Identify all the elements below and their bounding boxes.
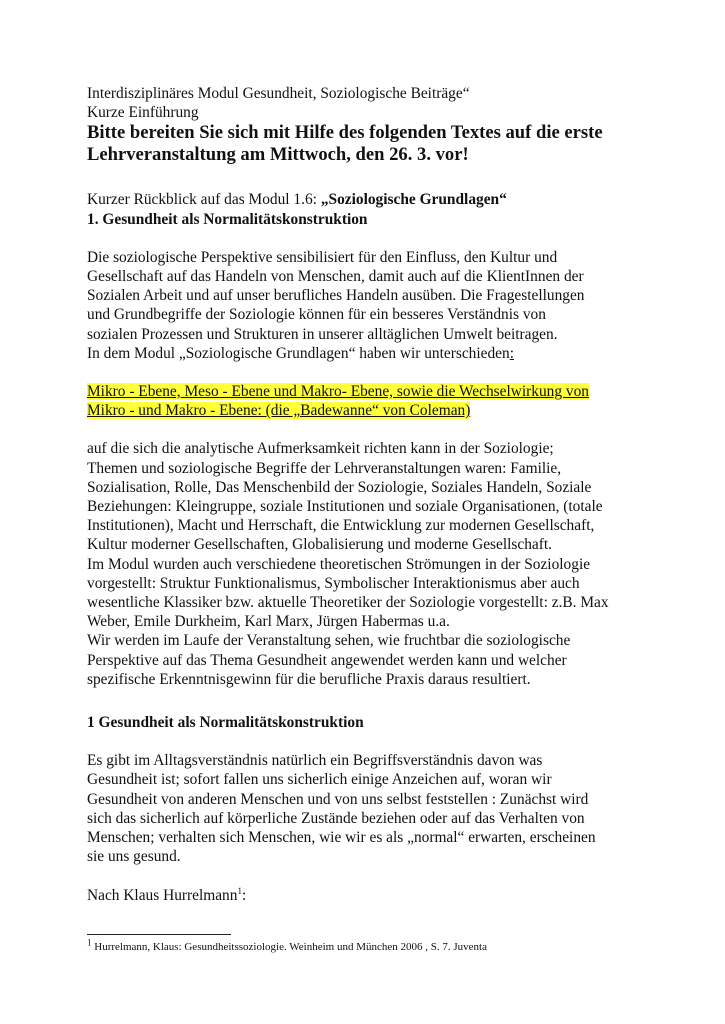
section-heading-1b: 1 Gesundheit als Normalitätskonstruktion [87,714,364,732]
paragraph-topics [87,439,642,689]
paragraph-line [87,344,642,363]
highlight-coleman: Mikro - und Makro - Ebene: (die „Badewanne“ von Coleman) [87,402,471,420]
paragraph-line: wesentliche Klassiker bzw. aktuelle Theoretiker der Soziologie vorgestellt: z.B. Max [87,594,609,612]
title-line-1: Bitte bereiten Sie sich mit Hilfe des folgenden Textes auf die erste [87,122,603,144]
footnote-mark: 1 [87,937,92,948]
module-line: Interdisziplinäres Modul Gesundheit, Soziologische Beiträge“ [87,85,470,102]
highlight-interaction: sowie die Wechselwirkung von [393,383,589,401]
hurrelmann-text: Nach Klaus Hurrelmann [87,886,238,904]
paragraph-line: Gesundheit ist; sofort fallen uns sicherlich einige Anzeichen auf, woran wir [87,771,552,789]
hurrelmann-colon: : [241,886,247,904]
highlight-line-1 [87,382,642,401]
paragraph-line: Institutionen), Macht und Herrschaft, die Entwicklung zur modernen Gesellschaft, [87,517,595,535]
hurrelmann-line [87,886,642,905]
highlighted-block [87,382,642,420]
footnote [87,937,487,954]
paragraph-health [87,751,642,866]
paragraph-line: vorgestellt: Struktur Funktionalismus, Symbolischer Interaktionismus aber auch [87,574,580,592]
footnote-reference[interactable]: 1 [237,885,242,896]
paragraph-line: Gesundheit von anderen Menschen und von uns selbst feststellen : Zunächst wird [87,790,589,808]
review-prefix: Kurzer Rückblick auf das Modul 1.6: [87,191,321,209]
section-heading-1: 1. Gesundheit als Normalitätskonstruktion [87,210,368,228]
highlight-line-2 [87,401,642,420]
paragraph-line: Wir werden im Laufe der Veranstaltung sehen, wie fruchtbar die soziologische [87,632,571,650]
document-page [87,84,642,905]
underlined-colon: : [509,344,514,362]
review-line [87,190,642,209]
paragraph-line: sozialen Prozessen und Strukturen in unserer alltäglichen Umwelt beitragen. [87,325,558,343]
paragraph-line: Perspektive auf das Thema Gesundheit angewendet werden kann und welcher [87,651,567,669]
paragraph-line-text: In dem Modul „Soziologische Grundlagen“ haben wir unterschieden [87,344,510,362]
title-line-2: Lehrveranstaltung am Mittwoch, den 26. 3. vor! [87,144,469,166]
paragraph-line: Im Modul wurden auch verschiedene theoretischen Strömungen in der Soziologie [87,555,591,573]
paragraph-line: sich das sicherlich auf körperliche Zustände beziehen oder auf das Verhalten von [87,809,585,827]
paragraph-line: Gesellschaft auf das Handeln von Menschen, damit auch auf die KlientInnen der [87,268,584,286]
paragraph-line: sie uns gesund. [87,848,181,866]
footnote-text: Hurrelmann, Klaus: Gesundheitssoziologie. Weinheim und München 2006 , S. 7. Juventa [91,941,487,953]
paragraph-line: Die soziologische Perspektive sensibilisiert für den Einfluss, den Kultur und [87,248,558,266]
intro-line: Kurze Einführung [87,104,199,122]
page-title [87,122,642,166]
paragraph-line: und Grundbegriffe der Soziologie können für ein besseres Verständnis von [87,306,546,324]
footnote-separator [87,934,231,935]
highlight-levels: Mikro - Ebene, Meso - Ebene und Makro- Ebene, [87,383,394,401]
paragraph-line: Sozialisation, Rolle, Das Menschenbild der Soziologie, Soziales Handeln, Soziale [87,478,592,496]
paragraph-line: Weber, Emile Durkheim, Karl Marx, Jürgen Habermas u.a. [87,613,450,631]
paragraph-line: Sozialen Arbeit und auf unser berufliches Handeln ausüben. Die Fragestellungen [87,287,585,305]
paragraph-line: spezifische Erkenntnisgewinn für die berufliche Praxis daraus resultiert. [87,670,531,688]
paragraph-intro [87,248,642,363]
paragraph-line: auf die sich die analytische Aufmerksamkeit richten kann in der Soziologie; [87,440,554,458]
review-module-name: „Soziologische Grundlagen“ [320,191,507,209]
paragraph-line: Themen und soziologische Begriffe der Lehrveranstaltungen waren: Familie, [87,459,562,477]
paragraph-line: Menschen; verhalten sich Menschen, wie wir es als „normal“ erwarten, erscheinen [87,829,596,847]
paragraph-line: Kultur moderner Gesellschaften, Globalisierung und moderne Gesellschaft. [87,536,552,554]
paragraph-line: Es gibt im Alltagsverständnis natürlich ein Begriffsverständnis davon was [87,752,543,770]
paragraph-line: Beziehungen: Kleingruppe, soziale Institutionen und soziale Organisationen, (totale [87,498,603,516]
